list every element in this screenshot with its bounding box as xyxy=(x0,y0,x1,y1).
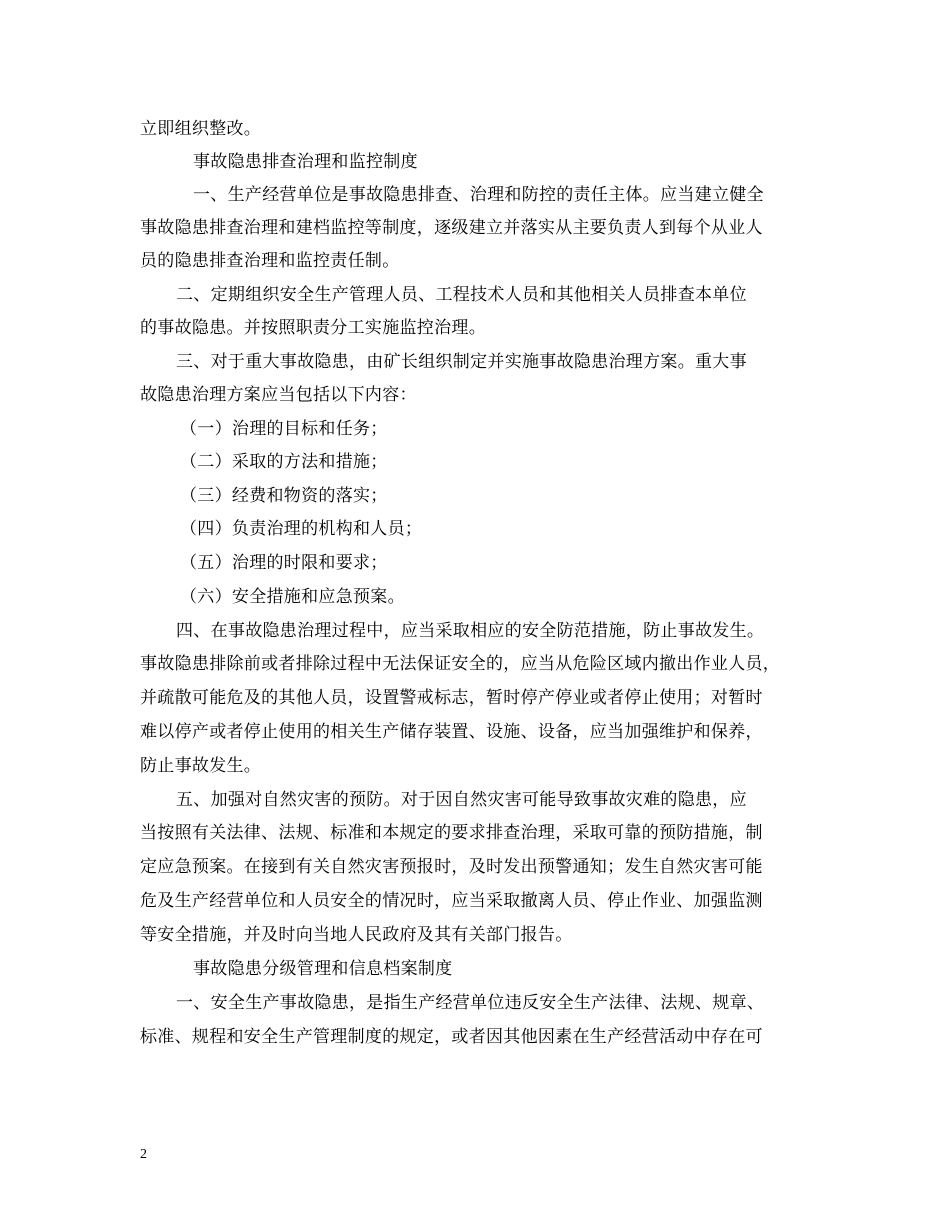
paragraph-6-line-2: 标准、规程和安全生产管理制度的规定，或者因其他因素在生产经营活动中存在可 xyxy=(140,1027,763,1047)
paragraph-2-line-2: 的事故隐患。并按照职责分工实施监控治理。 xyxy=(140,318,486,338)
paragraph-4-line-2: 事故隐患排除前或者排除过程中无法保证安全的，应当从危险区域内撤出作业人员， xyxy=(140,654,781,674)
page-number: 2 xyxy=(140,1147,147,1162)
paragraph-3-line-1: 三、对于重大事故隐患，由矿长组织制定并实施事故隐患治理方案。重大事 xyxy=(176,352,747,372)
paragraph-4-line-1: 四、在事故隐患治理过程中，应当采取相应的安全防范措施，防止事故发生。 xyxy=(176,621,765,641)
paragraph-2-line-1: 二、定期组织安全生产管理人员、工程技术人员和其他相关人员排查本单位 xyxy=(176,285,747,305)
paragraph-3-line-2: 故隐患治理方案应当包括以下内容： xyxy=(140,385,417,405)
section-heading-hazard-classification: 事故隐患分级管理和信息档案制度 xyxy=(193,959,453,979)
list-item-6: （六）安全措施和应急预案。 xyxy=(180,587,405,607)
paragraph-5-line-3: 定应急预案。在接到有关自然灾害预报时，及时发出预警通知；发生自然灾害可能 xyxy=(140,857,763,877)
paragraph-5-line-1: 五、加强对自然灾害的预防。对于因自然灾害可能导致事故灾难的隐患，应 xyxy=(176,790,747,810)
paragraph-5-line-4: 危及生产经营单位和人员安全的情况时，应当采取撤离人员、停止作业、加强监测 xyxy=(140,891,763,911)
paragraph-1-line-3: 员的隐患排查治理和监控责任制。 xyxy=(140,251,400,271)
paragraph-5-line-5: 等安全措施，并及时向当地人民政府及其有关部门报告。 xyxy=(140,925,573,945)
paragraph-4-line-3: 并疏散可能危及的其他人员，设置警戒标志，暂时停产停业或者停止使用；对暂时 xyxy=(140,688,763,708)
text-line-continuation: 立即组织整改。 xyxy=(140,119,262,139)
list-item-1: （一）治理的目标和任务； xyxy=(180,419,388,439)
paragraph-6-line-1: 一、安全生产事故隐患，是指生产经营单位违反安全生产法律、法规、规章、 xyxy=(176,993,765,1013)
paragraph-5-line-2: 当按照有关法律、法规、标准和本规定的要求排查治理，采取可靠的预防措施，制 xyxy=(140,823,763,843)
section-heading-hazard-investigation: 事故隐患排查治理和监控制度 xyxy=(193,152,418,172)
list-item-4: （四）负责治理的机构和人员； xyxy=(180,519,423,539)
paragraph-4-line-4: 难以停产或者停止使用的相关生产储存装置、设施、设备，应当加强维护和保养， xyxy=(140,722,763,742)
paragraph-1-line-1: 一、生产经营单位是事故隐患排查、治理和防控的责任主体。应当建立健全 xyxy=(193,185,764,205)
paragraph-4-line-5: 防止事故发生。 xyxy=(140,756,262,776)
list-item-3: （三）经费和物资的落实； xyxy=(180,486,388,506)
list-item-2: （二）采取的方法和措施； xyxy=(180,452,388,472)
list-item-5: （五）治理的时限和要求； xyxy=(180,553,388,573)
paragraph-1-line-2: 事故隐患排查治理和建档监控等制度，逐级建立并落实从主要负责人到每个从业人 xyxy=(140,218,763,238)
